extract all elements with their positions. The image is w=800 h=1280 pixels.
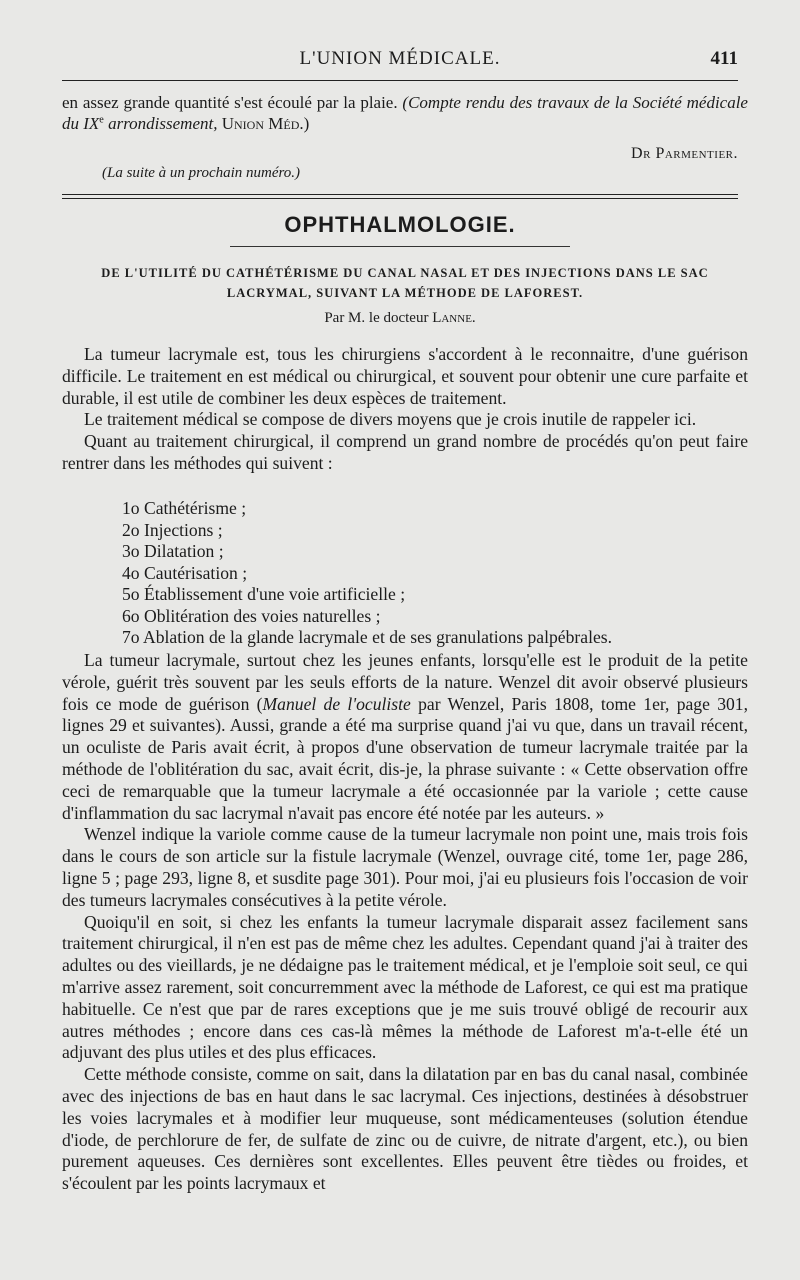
methods-list — [122, 498, 748, 649]
article-body — [62, 650, 748, 1195]
list-item: 2o Injections ; — [122, 519, 223, 540]
section-rule-top — [62, 194, 738, 195]
page-number: 411 — [710, 48, 738, 69]
paragraph: Quant au traitement chirurgical, il comprend un grand nombre de procédés qu'on peut faire rentrer dans les méthodes qui suivent : — [62, 431, 748, 473]
list-item: 3o Dilatation ; — [122, 541, 224, 561]
section-rule-bottom — [62, 198, 738, 199]
paragraph: Le traitement médical se compose de divers moyens que je crois inutile de rappeler ici. — [84, 409, 697, 430]
paragraph-text: par Wenzel, Paris 1808, tome 1er, page 301, lignes 29 et suivantes). Aussi, grande a été ma surprise quand j'ai vu que, dans un travail récent, un oculiste de Paris avait écrit, à propos d'une observation de tumeur lacrymale traitée par la méthode de l'oblitération du sac, avait écrit, dis-je, la phrase suivante : « Cette observation offre ceci de remarquable que la tumeur lacrymale a été occasionnée par la variole ; cette cause d'inflammation du sac lacrymal n'avait pas encore été notée par les auteurs. » — [62, 693, 748, 823]
author-prefix: Par M. le docteur — [324, 310, 433, 326]
citation-italic: (Compte rendu des travaux de la Société médicale du IX — [62, 93, 748, 133]
section-title: OPHTHALMOLOGIE. — [284, 212, 516, 237]
article-author — [0, 310, 800, 327]
previous-article-text: en assez grande quantité s'est écoulé par la plaie. — [62, 93, 403, 112]
author-signature: Dr Parmentier. — [631, 145, 738, 162]
article-title: DE L'UTILITÉ DU CATHÉTÉRISME DU CANAL NASAL ET DES INJECTIONS DANS LE SAC LACRYMAL, SUIVANT LA MÉTHODE DE LAFOREST. — [101, 266, 709, 300]
paragraph-text: La tumeur lacrymale, surtout chez les jeunes enfants, lorsqu'elle est le produit de la petite vérole, guérit très souvent par les seuls efforts de la nature. Wenzel dit avoir observé plusieurs fois ce mode de guérison ( — [62, 650, 748, 714]
citation-superscript: e — [99, 114, 104, 126]
list-item: 6o Oblitération des voies naturelles ; — [122, 605, 381, 626]
header-rule — [62, 80, 738, 81]
paragraph: La tumeur lacrymale est, tous les chirurgiens s'accordent à le reconnaitre, d'une guérison difficile. Le traitement en est médical ou chirurgical, et souvent pour obtenir une cure parfaite et durable, il est utile de combiner les deux espèces de traitement. — [62, 344, 748, 408]
list-item: 5o Établissement d'une voie artificielle ; — [122, 584, 406, 604]
list-item: 7o Ablation de la glande lacrymale et de ses granulations palpébrales. — [122, 627, 613, 647]
book-title: Manuel de l'oculiste — [262, 693, 411, 714]
list-item: 4o Cautérisation ; — [122, 562, 248, 583]
section-underline — [230, 246, 570, 247]
continuation-note: (La suite à un prochain numéro.) — [102, 165, 301, 181]
paragraph — [62, 650, 748, 824]
previous-article-ending — [62, 92, 748, 134]
list-item: 1o Cathétérisme ; — [122, 498, 247, 518]
paragraph: Wenzel indique la variole comme cause de la tumeur lacrymale non point une, mais trois fois dans le cours de son article sur la fistule lacrymale (Wenzel, ouvrage cité, tome 1er, page 286, ligne 5 ; page 293, ligne 8, et susdite page 301). Pour moi, j'ai eu plusieurs fois l'occasion de voir des tumeurs lacrymales consécutives à la petite vérole. — [62, 824, 748, 910]
citation-close: ) — [303, 114, 310, 133]
author-name: Lanne. — [432, 310, 476, 326]
running-title: L'UNION MÉDICALE. — [299, 48, 501, 69]
page-header — [62, 48, 738, 74]
paragraph: Quoiqu'il en soit, si chez les enfants la tumeur lacrymale disparait assez facilement sans traitement chirurgical, il n'en est pas de même chez les adultes. Cependant quand j'ai à traiter des adultes ou des vieillards, je ne dédaigne pas le traitement médical, et je l'emploie soit seul, ce qui m'arrive assez rarement, soit concurremment avec la méthode de Laforest, ce qui est ma pratique habituelle. Ce n'est que par de rares exceptions que je me suis trouvé obligé de recourir aux autres méthodes ; encore dans ces cas-là mêmes la méthode de Laforest m'a-t-elle été un adjuvant des plus utiles et des plus efficaces. — [62, 911, 748, 1063]
citation-italic-end: arrondissement, — [103, 114, 222, 133]
paragraph: Cette méthode consiste, comme on sait, dans la dilatation par en bas du canal nasal, combinée avec des injections de bas en haut dans le sac lacrymal. Ces injections, destinées à désobstruer les voies lacrymales et à modifier leur muqueuse, sont médicamenteuses (solution étendue d'iode, de perchlorure de fer, de sulfate de zinc ou de cuivre, de nitrate d'argent, etc.), ou bien purement aqueuses. Ces dernières sont excellentes. Elles peuvent être tièdes ou froides, et s'écoulent par les points lacrymaux et — [62, 1064, 748, 1194]
article-intro — [62, 344, 748, 475]
citation-journal: Union Méd. — [221, 114, 304, 133]
